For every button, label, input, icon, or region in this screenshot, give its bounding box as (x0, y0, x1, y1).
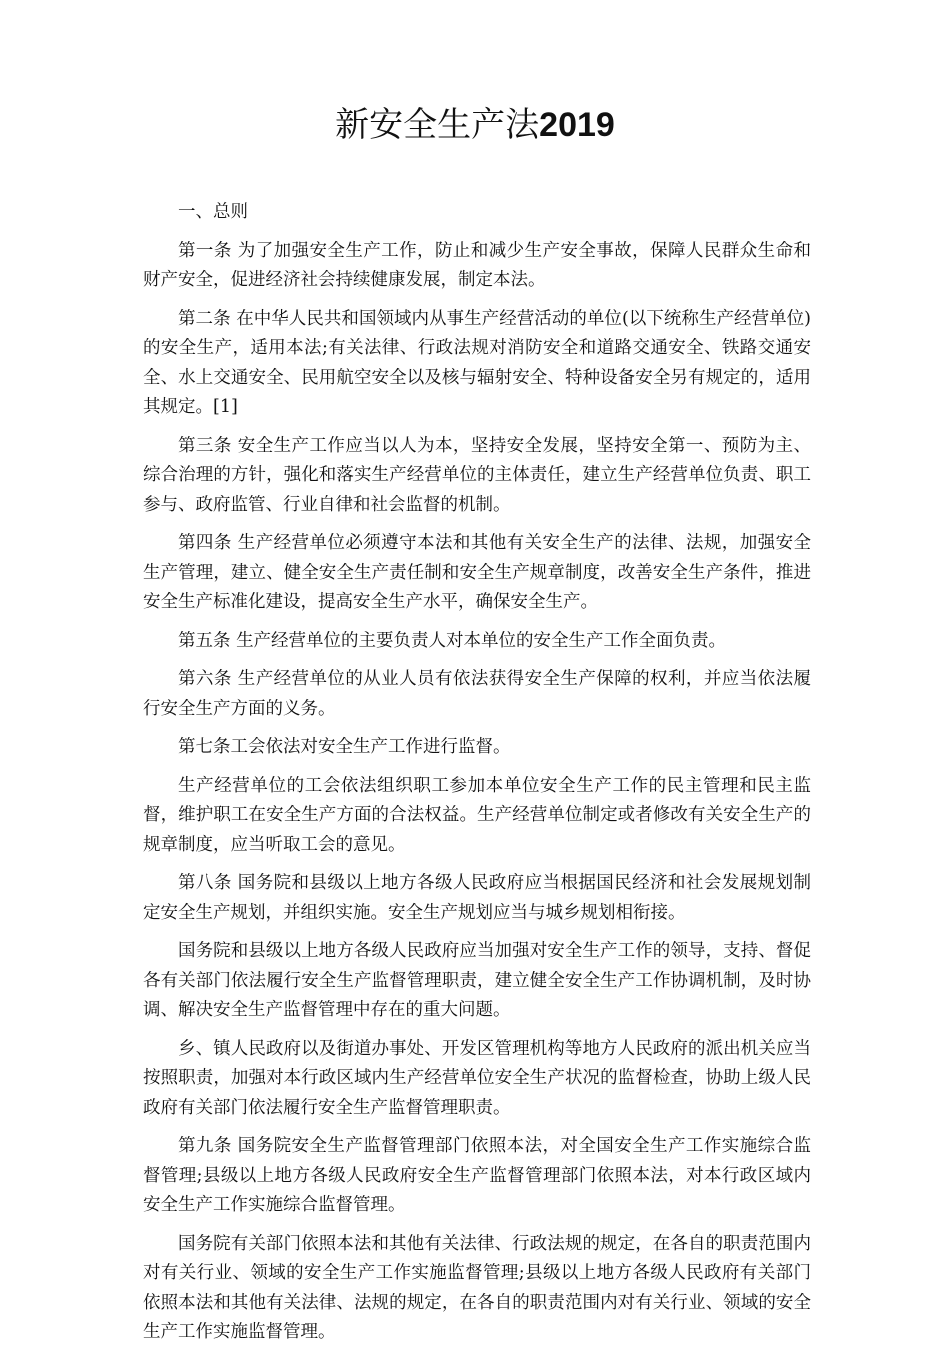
article-7: 第七条工会依法对安全生产工作进行监督。 (178, 737, 511, 757)
article-8-clause-2: 国务院和县级以上地方各级人民政府应当加强对安全生产工作的领导，支持、督促各有关部门依法履行安全生产监督管理职责，建立健全安全生产工作协调机制，及时协调、解决安全生产监督管理中存在的重大问题。 (143, 941, 811, 1020)
title-text: 新安全生产法 (335, 105, 540, 145)
document-body (143, 198, 811, 1357)
section-heading: 一、总则 (178, 202, 248, 222)
article-8-clause-3: 乡、镇人民政府以及街道办事处、开发区管理机构等地方人民政府的派出机关应当按照职责，加强对本行政区域内生产经营单位安全生产状况的监督检查，协助上级人民政府有关部门依法履行安全生产监督管理职责。 (143, 1038, 811, 1118)
article-3: 第三条 安全生产工作应当以人为本，坚持安全发展，坚持安全第一、预防为主、综合治理的方针，强化和落实生产经营单位的主体责任，建立生产经营单位负责、职工参与、政府监管、行业自律和社会监督的机制。 (143, 435, 811, 515)
article-9: 第九条 国务院安全生产监督管理部门依照本法，对全国安全生产工作实施综合监督管理;县级以上地方各级人民政府安全生产监督管理部门依照本法，对本行政区域内安全生产工作实施综合监督管理。 (143, 1136, 811, 1215)
article-9-clause-2: 国务院有关部门依照本法和其他有关法律、行政法规的规定，在各自的职责范围内对有关行业、领域的安全生产工作实施监督管理;县级以上地方各级人民政府有关部门依照本法和其他有关法律、法规的规定，在各自的职责范围内对有关行业、领域的安全生产工作实施监督管理。 (143, 1233, 811, 1342)
article-2: 第二条 在中华人民共和国领域内从事生产经营活动的单位(以下统称生产经营单位)的安全生产，适用本法;有关法律、行政法规对消防安全和道路交通安全、铁路交通安全、水上交通安全、民用航空安全以及核与辐射安全、特种设备安全另有规定的，适用其规定。[1] (143, 308, 811, 417)
article-1: 第一条 为了加强安全生产工作，防止和减少生产安全事故，保障人民群众生命和财产安全，促进经济社会持续健康发展，制定本法。 (143, 240, 811, 290)
document-title (0, 100, 950, 150)
article-6: 第六条 生产经营单位的从业人员有依法获得安全生产保障的权利，并应当依法履行安全生产方面的义务。 (143, 669, 811, 719)
article-5: 第五条 生产经营单位的主要负责人对本单位的安全生产工作全面负责。 (178, 630, 727, 651)
title-year: 2019 (539, 106, 615, 144)
article-8: 第八条 国务院和县级以上地方各级人民政府应当根据国民经济和社会发展规划制定安全生产规划，并组织实施。安全生产规划应当与城乡规划相衔接。 (143, 873, 811, 923)
article-7-clause-2: 生产经营单位的工会依法组织职工参加本单位安全生产工作的民主管理和民主监督，维护职工在安全生产方面的合法权益。生产经营单位制定或者修改有关安全生产的规章制度，应当听取工会的意见。 (143, 775, 811, 855)
article-4: 第四条 生产经营单位必须遵守本法和其他有关安全生产的法律、法规，加强安全生产管理，建立、健全安全生产责任制和安全生产规章制度，改善安全生产条件，推进安全生产标准化建设，提高安全生产水平，确保安全生产。 (143, 533, 811, 612)
